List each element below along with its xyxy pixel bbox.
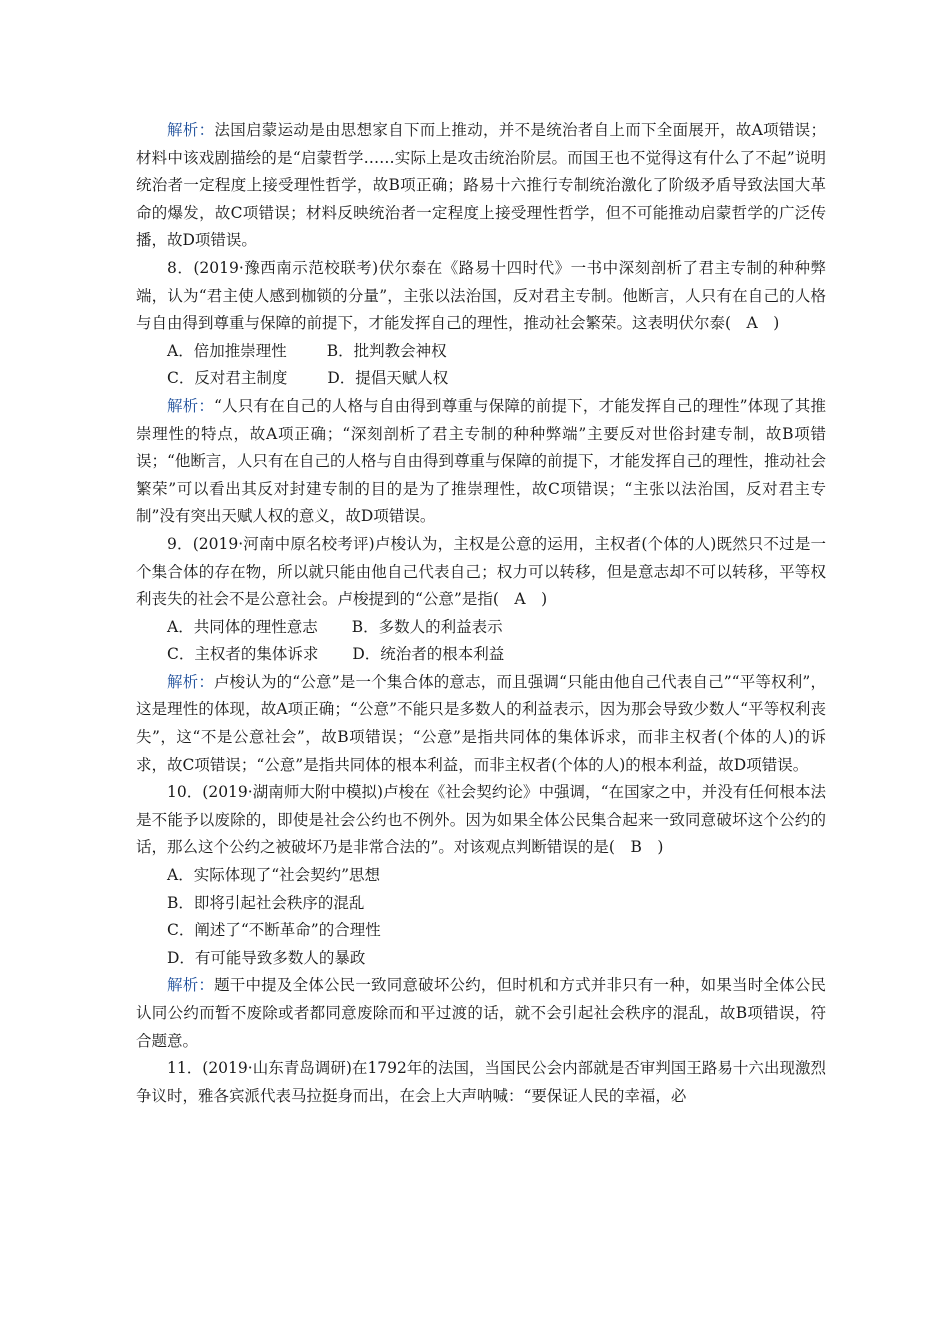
option-d: D．统治者的根本利益 — [352, 645, 505, 664]
q10-stem: 10．(2019·湖南师大附中模拟)卢梭在《社会契约论》中强调，“在国家之中，并没有任何根本法是不能予以废除的，即使是社会公约也不例外。因为如果全体公民集合起来一致同意破坏这个公约的话，那么这个公约之被破坏乃是非常合法的”。对该观点判断错误的是( B ) — [136, 783, 826, 857]
analysis-text: 法国启蒙运动是由思想家自下而上推动，并不是统治者自上而下全面展开，故A项错误；材料中该戏剧描绘的是“启蒙哲学……实际上是攻击统治阶层。而国王也不觉得这有什么了不起”说明统治者一定程度上接受理性哲学，故B项正确；路易十六推行专制统治激化了阶级矛盾导致法国大革命的爆发，故C项错误；材料反映统治者一定程度上接受理性哲学，但不可能推动启蒙哲学的广泛传播，故D项错误。 — [136, 121, 826, 250]
q10-option-d: D．有可能导致多数人的暴政 — [167, 948, 366, 967]
q9-options-row-2 — [136, 641, 826, 669]
analysis-label: 解析： — [167, 976, 215, 995]
q10-option-b: B．即将引起社会秩序的混乱 — [167, 893, 365, 912]
option-b: B．批判教会神权 — [326, 341, 447, 360]
q8-options-row-1 — [136, 338, 826, 366]
analysis-label: 解析： — [167, 396, 215, 415]
q10-option-c: C．阐述了“不断革命”的合理性 — [167, 921, 381, 940]
q10-analysis — [136, 972, 826, 1055]
analysis-text: 题干中提及全体公民一致同意破坏公约，但时机和方式并非只有一种，如果当时全体公民认同公约而暂不废除或者都同意废除而和平过渡的话，就不会引起社会秩序的混乱，故B项错误，符合题意。 — [136, 976, 826, 1050]
q8-stem: 8．(2019·豫西南示范校联考)伏尔泰在《路易十四时代》一书中深刻剖析了君主专制的种种弊端，认为“君主使人感到枷锁的分量”，主张以法治国，反对君主专制。他断言，人只有在自己的人格与自由得到尊重与保障的前提下，才能发挥自己的理性，推动社会繁荣。这表明伏尔泰( A ) — [136, 258, 826, 333]
option-a: A．倍加推崇理性 — [167, 341, 287, 360]
document-page — [136, 117, 826, 1110]
analysis-label: 解析： — [167, 672, 214, 691]
q8-options-row-2 — [136, 365, 826, 393]
analysis-label: 解析： — [167, 121, 215, 139]
option-a: A．共同体的理性意志 — [167, 617, 318, 636]
q9-analysis — [136, 669, 826, 779]
analysis-text: “人只有在自己的人格与自由得到尊重与保障的前提下，才能发挥自己的理性”体现了其推崇理性的特点，故A项正确；“深刻剖析了君主专制的种种弊端”主要反对世俗封建专制，故B项错误；“他断言，人只有在自己的人格与自由得到尊重与保障的前提下，才能发挥自己的理性，推动社会繁荣”可以看出其反对封建专制的目的是为了推崇理性，故C项错误；“主张以法治国，反对君主专制”没有突出天赋人权的意义，故D项错误。 — [136, 396, 826, 526]
q9-options-row-1 — [136, 614, 826, 642]
q11-stem: 11．(2019·山东青岛调研)在1792年的法国，当国民公会内部就是否审判国王路易十六出现激烈争议时，雅各宾派代表马拉挺身而出，在会上大声呐喊：“要保证人民的幸福，必 — [136, 1059, 826, 1105]
q7-analysis — [136, 117, 826, 255]
q9-stem: 9．(2019·河南中原名校考评)卢梭认为，主权是公意的运用，主权者(个体的人)既然只不过是一个集合体的存在物，所以就只能由他自己代表自己；权力可以转移，但是意志却不可以转移，平等权利丧失的社会不是公意社会。卢梭提到的“公意”是指( A ) — [136, 534, 826, 609]
option-b: B．多数人的利益表示 — [351, 617, 503, 636]
analysis-text: 卢梭认为的“公意”是一个集合体的意志，而且强调“只能由他自己代表自己”“平等权利”，这是理性的体现，故A项正确；“公意”不能只是多数人的利益表示，因为那会导致少数人“平等权利丧失”，这“不是公意社会”，故B项错误；“公意”是指共同体的集体诉求，而非主权者(个体的人)的诉求，故C项错误；“公意”是指共同体的根本利益，而非主权者(个体的人)的根本利益，故D项错误。 — [136, 672, 826, 774]
q10-option-a: A．实际体现了“社会契约”思想 — [167, 866, 381, 885]
option-d: D．提倡天赋人权 — [327, 369, 449, 388]
option-c: C．反对君主制度 — [167, 369, 288, 388]
option-c: C．主权者的集体诉求 — [167, 645, 319, 664]
q8-analysis — [136, 393, 826, 531]
